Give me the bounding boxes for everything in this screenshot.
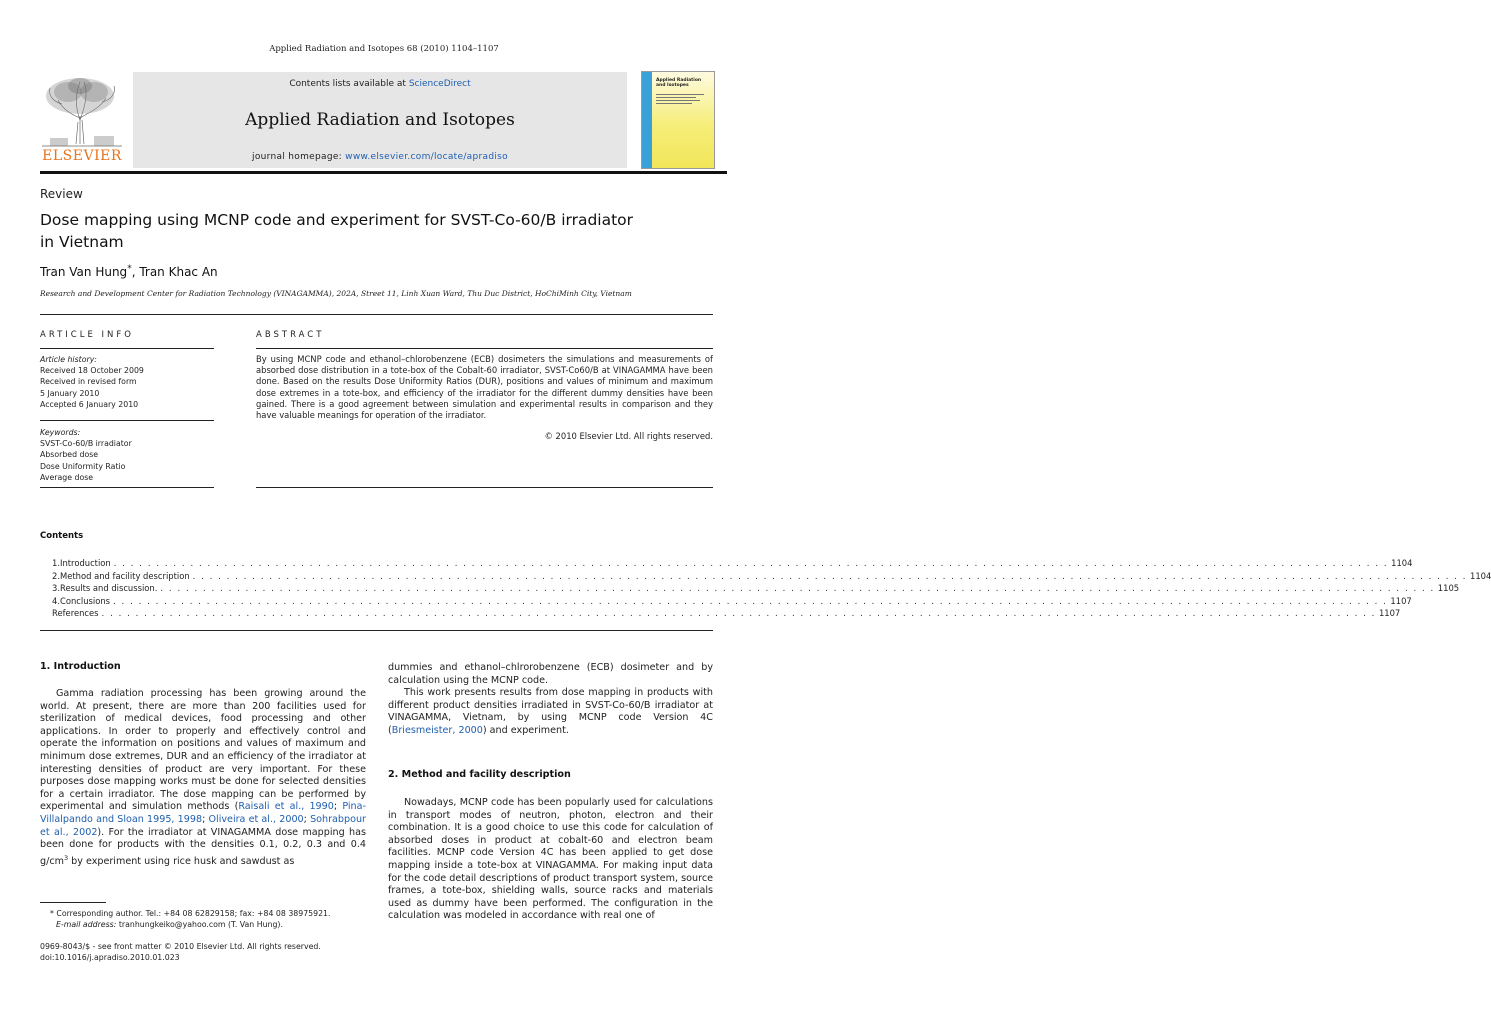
affiliation: Research and Development Center for Radiation Technology (VINAGAMMA), 202A, Street 11, Linh Xuan Ward, Thu Duc District, HoChiMinh City, Vietnam xyxy=(40,289,632,298)
corresponding-mark[interactable]: * xyxy=(127,264,132,274)
toc-label: Method and facility description xyxy=(60,570,190,581)
toc-page: 1104 xyxy=(1391,558,1413,568)
history-line: 5 January 2010 xyxy=(40,388,100,398)
toc-item[interactable] xyxy=(52,570,1491,583)
toc-num: 4. xyxy=(52,595,60,606)
citation-link[interactable]: Pina-Villalpando and Sloan 1995, 1998 xyxy=(40,801,366,825)
cover-line xyxy=(656,103,692,104)
toc-item[interactable] xyxy=(52,582,1460,595)
toc-num: 1. xyxy=(52,558,60,568)
toc-page: 1104 xyxy=(1470,570,1491,581)
divider xyxy=(256,348,713,349)
footnotes xyxy=(40,909,370,930)
citation-link[interactable]: Raisali et al., 1990 xyxy=(238,801,334,813)
copyright-line: © 2010 Elsevier Ltd. All rights reserved. xyxy=(544,431,713,441)
toc-label: Results and discussion. xyxy=(60,583,158,593)
section-heading-method: 2. Method and facility description xyxy=(388,769,571,780)
work-summary-end: ) and experiment. xyxy=(482,724,569,736)
superscript: 3 xyxy=(63,853,69,862)
toc-leader: . . . . . . . . . . . . . . . . . . . . . . . . . . . . . . . . . . . . . . . . . . . . . . . . . . . . . . . . . . . . . . . . . . . . . . . . . . . . . . . . . . . . . . . . . . . . . . . . . . . . . . . . . . . . . . . . . . . . . . . . . . . . . . . . . . . . . . . . . . . . . . . . . . . . . . xyxy=(101,608,1376,618)
divider xyxy=(40,348,214,349)
toc-page: 1105 xyxy=(1437,583,1460,593)
history-label: Article history: xyxy=(40,355,97,364)
citation-link[interactable]: Sohrabpour et al., 2002 xyxy=(40,813,366,838)
method-paragraph xyxy=(388,797,713,923)
divider xyxy=(40,420,214,421)
cover-title: Applied Radiation and Isotopes xyxy=(656,78,702,88)
keyword: Average dose xyxy=(40,472,94,482)
introduction-paragraph: Gamma radiation processing has been growing around the world. At present, there are more than 200 facilities used for sterilization of medical devices, food processing and other applications. In order to properly and effectively control and operate the information on positions and values of maximum and minimum dose extremes, DUR and an efficiency of the irradiator at interesting densities of product are very important. For these purposes dose mapping works must be done for selected densities for a certain irradiator. The dose mapping can be performed by experimental and simulation methods (Raisali et al., 1990; Pina-Villalpando and Sloan 1995, 1998; Oliveira et al., 2000; Sohrabpour et al., 2002). For the irradiator at VINAGAMMA dose mapping has been done for products with the densities 0.1, 0.2, 0.3 and 0.4 $g/cm^3$ by experiment using rice husk and sawdust as xyxy=(40,688,366,867)
keyword: SVST-Co-60/B irradiator xyxy=(40,439,132,449)
toc-leader: . . . . . . . . . . . . . . . . . . . . . . . . . . . . . . . . . . . . . . . . . . . . . . . . . . . . . . . . . . . . . . . . . . . . . . . . . . . . . . . . . . . . . . . . . . . . . . . . . . . . . . . . . . . . . . . . . . . . . . . . . . . . . . . . . . . . . . . . . . . . . . . . . . . . . . xyxy=(113,558,1389,568)
table-of-contents xyxy=(52,557,1491,620)
abstract-heading: ABSTRACT xyxy=(256,330,325,340)
author-2[interactable]: , Tran Khac An xyxy=(131,265,218,279)
toc-page: 1107 xyxy=(1378,608,1401,618)
footnote-rule xyxy=(40,902,106,903)
cover-line xyxy=(656,97,696,98)
email-address[interactable]: tranhungkeiko@yahoo.com (T. Van Hung). xyxy=(118,919,283,929)
contents-prefix: Contents lists available at xyxy=(289,79,409,89)
article-info-heading: ARTICLE INFO xyxy=(40,330,134,340)
toc-num: 3. xyxy=(52,583,60,593)
running-head: Applied Radiation and Isotopes 68 (2010) 1104–1107 xyxy=(269,44,499,54)
toc-item[interactable] xyxy=(52,557,1413,570)
divider xyxy=(40,487,214,488)
divider xyxy=(256,487,713,488)
article-type: Review xyxy=(40,187,83,201)
keywords-label: Keywords: xyxy=(40,428,81,437)
history-line: Received in revised form xyxy=(40,377,137,387)
contents-availability xyxy=(133,79,627,89)
history-line: Received 18 October 2009 xyxy=(40,366,144,376)
issn-line: 0969-8043/$ - see front matter © 2010 Elsevier Ltd. All rights reserved. xyxy=(40,942,321,951)
author-1[interactable]: Tran Van Hung xyxy=(40,265,128,279)
continued-paragraph: dummies and ethanol–chlrorobenzene (ECB) dosimeter and by calculation using the MCNP code. xyxy=(388,662,713,686)
toc-label: Introduction xyxy=(60,558,111,568)
cover-line xyxy=(656,94,704,95)
toc-page: 1107 xyxy=(1390,595,1412,606)
doi-line[interactable]: doi:10.1016/j.apradiso.2010.01.023 xyxy=(40,952,180,962)
email-line xyxy=(40,920,370,931)
toc-leader: . . . . . . . . . . . . . . . . . . . . . . . . . . . . . . . . . . . . . . . . . . . . . . . . . . . . . . . . . . . . . . . . . . . . . . . . . . . . . . . . . . . . . . . . . . . . . . . . . . . . . . . . . . . . . . . . . . . . . . . . . . . . . . . . . . . . . . . . . . . . . . . . . . . . . . xyxy=(113,595,1388,606)
divider xyxy=(40,630,713,631)
article-title xyxy=(40,209,720,253)
article-title-line1: Dose mapping using MCNP code and experiment for SVST-Co-60/B irradiator xyxy=(40,211,634,229)
elsevier-wordmark: ELSEVIER xyxy=(42,148,122,164)
email-label: E-mail address: xyxy=(56,919,119,929)
cover-line xyxy=(656,100,700,101)
keyword: Dose Uniformity Ratio xyxy=(40,461,126,471)
homepage-link[interactable]: www.elsevier.com/locate/apradiso xyxy=(345,152,508,162)
method-text: Nowadays, MCNP code has been popularly used for calculations in transport modes of neutron, photon, electron and their combination. It is a good choice to use this code for calculation of absorbed doses in product at cobalt-60 and electron beam facilities. MCNP code Version 4C has been applied to get dose mapping inside a tote-box at VINAGAMMA. For making input data for the code detail descriptions of product transport system, source frames, a tote-box, shielding walls, source racks and materials used as dummy have been performed. The configuration in the calculation was modeled in accordance with real one of xyxy=(388,797,713,922)
divider xyxy=(40,314,713,315)
journal-cover-thumbnail xyxy=(641,71,715,169)
intro-text-tail: by experiment using rice husk and sawdust as xyxy=(68,855,295,867)
right-column-text xyxy=(388,662,713,738)
masthead-rule xyxy=(40,171,727,174)
article-title-line2: in Vietnam xyxy=(40,233,124,251)
toc-item[interactable] xyxy=(52,607,1401,620)
author-list xyxy=(40,264,218,279)
publication-info xyxy=(40,942,400,963)
intro-text: Gamma radiation processing has been growing around the world. At present, there are more than 200 facilities used for sterilization of medical devices, food processing and other applications. In order to properly and effectively control and operate the information on positions and values of maximum and minimum dose extremes, DUR and an efficiency of the irradiator at interesting densities of product are very important. For these purposes dose mapping works must be done for selected densities for a certain irradiator. The dose mapping can be performed by experimental and simulation methods ( xyxy=(40,688,366,813)
intro-text-end: ). For the irradiator at VINAGAMMA dose mapping has been done for products with the densities 0.1, 0.2, 0.3 and 0.4 g/cm xyxy=(40,826,366,867)
keywords xyxy=(40,427,214,483)
keyword: Absorbed dose xyxy=(40,450,99,460)
abstract-text: By using MCNP code and ethanol–chlorobenzene (ECB) dosimeters the simulations and measurements of absorbed dose distribution in a tote-box of the Cobalt-60 irradiator, SVST-Co60/B at VINAGAMMA have been done. Based on the results Dose Uniformity Ratios (DUR), positions and values of minimum and maximum dose extremes in a tote-box, and efficiency of the irradiator for the different dummy densities have been gained. There is a good agreement between simulation and experimental results in comparison and they have valuable meanings for operation of the irradiator. xyxy=(256,354,713,421)
cover-side-strip xyxy=(642,72,652,168)
toc-label: References xyxy=(52,608,99,618)
toc-leader: . . . . . . . . . . . . . . . . . . . . . . . . . . . . . . . . . . . . . . . . . . . . . . . . . . . . . . . . . . . . . . . . . . . . . . . . . . . . . . . . . . . . . . . . . . . . . . . . . . . . . . . . . . . . . . . . . . . . . . . . . . . . . . . . . . . . . . . . . . . . . . . . . . . . . . xyxy=(192,570,1468,581)
toc-num: 2. xyxy=(52,570,60,581)
journal-banner xyxy=(133,72,627,168)
toc-leader: . . . . . . . . . . . . . . . . . . . . . . . . . . . . . . . . . . . . . . . . . . . . . . . . . . . . . . . . . . . . . . . . . . . . . . . . . . . . . . . . . . . . . . . . . . . . . . . . . . . . . . . . . . . . . . . . . . . . . . . . . . . . . . . . . . . . . . . . . . . . . . . . . . . . . . xyxy=(160,583,1435,593)
sciencedirect-link[interactable]: ScienceDirect xyxy=(408,79,471,89)
journal-homepage xyxy=(133,152,627,162)
toc-label: Conclusions xyxy=(60,595,111,606)
homepage-prefix: journal homepage: xyxy=(252,152,346,162)
citation-link[interactable]: Oliveira et al., 2000 xyxy=(208,813,304,825)
toc-item[interactable] xyxy=(52,595,1412,608)
work-summary: This work presents results from dose mapping in products with different product densities irradiated in SVST-Co-60/B irradiator at VINAGAMMA, Vietnam, by using MCNP code Version 4C ( xyxy=(388,687,713,736)
article-history xyxy=(40,354,214,410)
contents-heading: Contents xyxy=(40,531,84,541)
section-heading-introduction: 1. Introduction xyxy=(40,661,121,672)
journal-title: Applied Radiation and Isotopes xyxy=(245,110,515,130)
citation-link[interactable]: Briesmeister, 2000 xyxy=(391,724,483,736)
corresponding-author-note: * Corresponding author. Tel.: +84 08 62829158; fax: +84 08 38975921. xyxy=(50,909,331,918)
history-line: Accepted 6 January 2010 xyxy=(40,399,139,409)
